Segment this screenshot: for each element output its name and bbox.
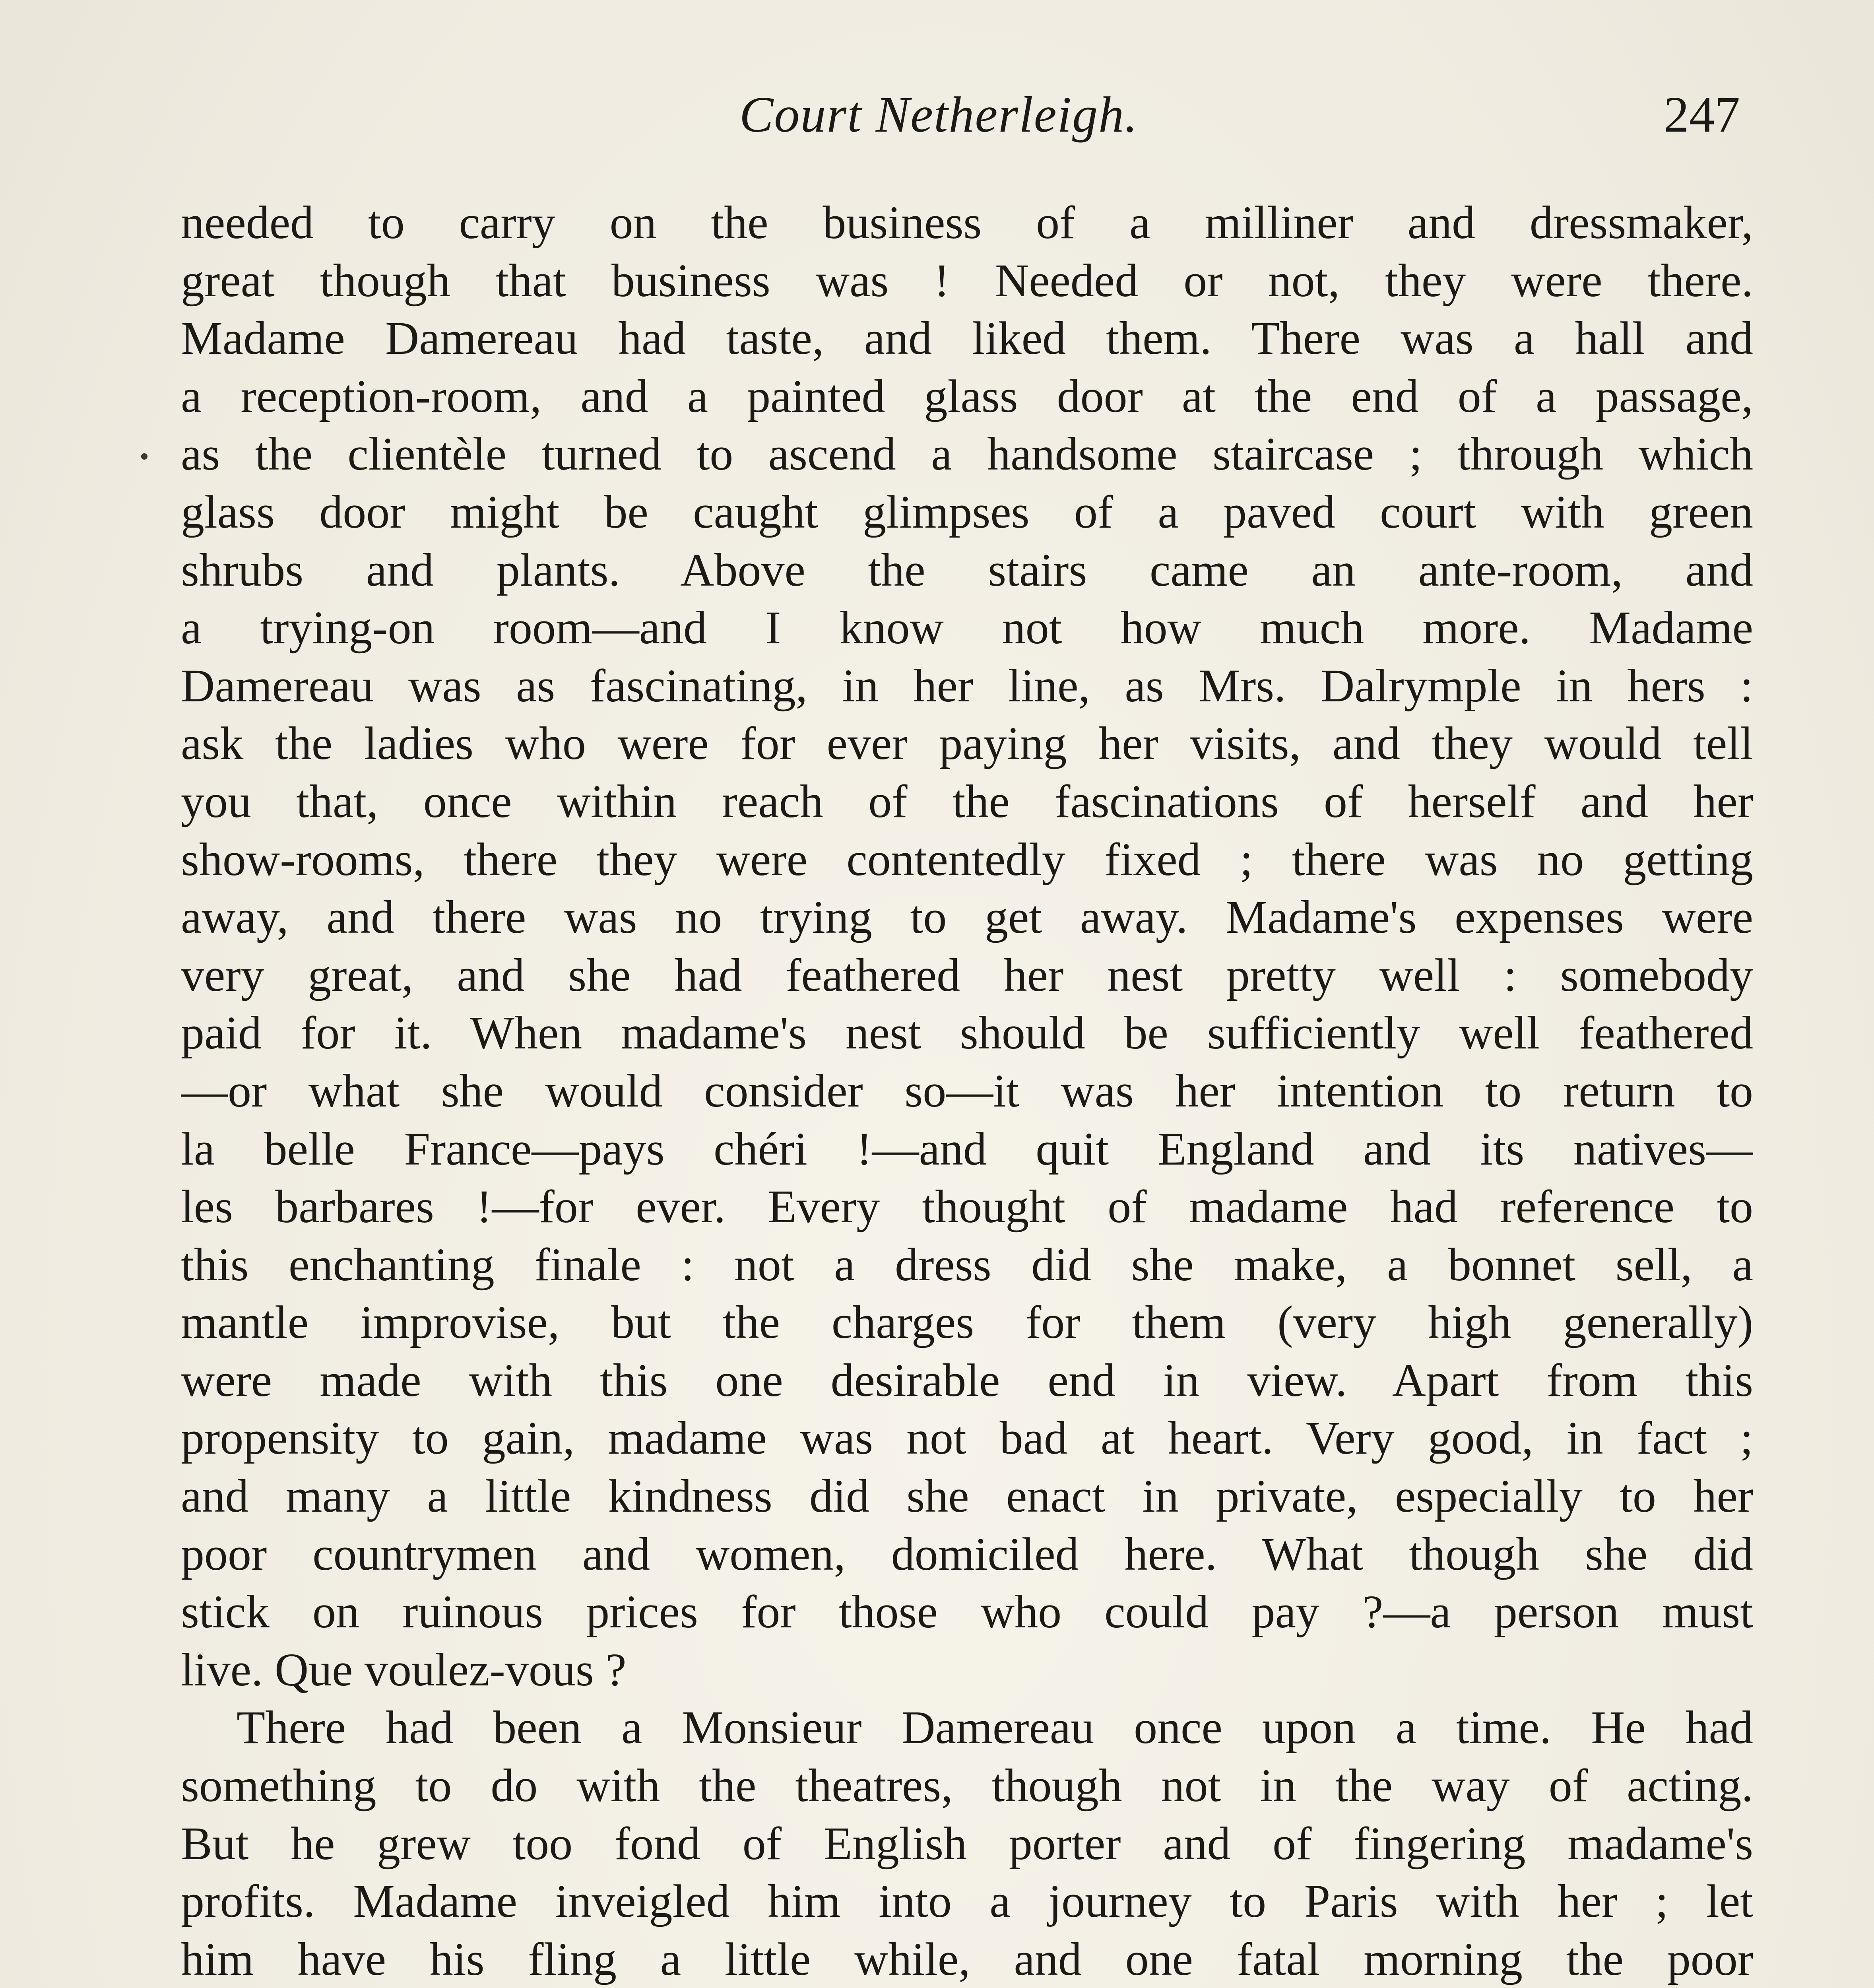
- text-line: paid for it. When madame's nest should be sufficiently well feathered: [181, 1007, 1753, 1059]
- text-line: you that, once within reach of the fascinations of herself and her: [181, 775, 1753, 827]
- text-line: a reception-room, and a painted glass door at the end of a passage,: [181, 370, 1753, 422]
- text-line: shrubs and plants. Above the stairs came an ante-room, and: [181, 544, 1753, 596]
- running-title: Court Netherleigh.: [739, 86, 1139, 143]
- text-line: this enchanting finale : not a dress did she make, a bonnet sell, a: [181, 1238, 1753, 1291]
- text-line: Madame Damereau had taste, and liked them. There was a hall and: [181, 312, 1753, 365]
- text-line: propensity to gain, madame was not bad at heart. Very good, in fact ;: [181, 1412, 1753, 1464]
- text-line: stick on ruinous prices for those who could pay ?—a person must: [181, 1586, 1753, 1638]
- text-line: needed to carry on the business of a milliner and dressmaker,: [181, 196, 1753, 248]
- text-line: mantle improvise, but the charges for them (very high generally): [181, 1296, 1753, 1349]
- text-line: as the clientèle turned to ascend a handsome staircase ; through which: [181, 428, 1753, 480]
- paragraph-end-line: live. Que voulez-vous ?: [181, 1643, 627, 1696]
- running-head: [0, 85, 1874, 145]
- text-line: glass door might be caught glimpses of a paved court with green: [181, 485, 1753, 538]
- paragraph-start-line: There had been a Monsieur Damereau once upon a time. He had: [237, 1701, 1753, 1754]
- text-line: la belle France—pays chéri !—and quit England and its natives—: [181, 1122, 1753, 1175]
- text-line: great though that business was ! Needed or not, they were there.: [181, 254, 1753, 307]
- text-line: —or what she would consider so—it was her intention to return to: [181, 1064, 1753, 1117]
- text-line: very great, and she had feathered her nest pretty well : somebody: [181, 949, 1753, 1001]
- text-line: ask the ladies who were for ever paying her visits, and they would tell: [181, 717, 1753, 770]
- text-line: him have his fling a little while, and one fatal morning the poor: [181, 1933, 1753, 1985]
- text-line: something to do with the theatres, though not in the way of acting.: [181, 1759, 1753, 1812]
- text-line: and many a little kindness did she enact in private, especially to her: [181, 1470, 1753, 1522]
- margin-dot: [141, 453, 147, 460]
- text-line: profits. Madame inveigled him into a journey to Paris with her ; let: [181, 1875, 1753, 1928]
- text-line: a trying-on room—and I know not how much more. Madame: [181, 602, 1753, 654]
- body-text: [181, 194, 1753, 1988]
- text-line: Damereau was as fascinating, in her line, as Mrs. Dalrymple in hers :: [181, 659, 1753, 712]
- text-line: But he grew too fond of English porter and of fingering madame's: [181, 1817, 1753, 1870]
- text-line: poor countrymen and women, domiciled here. What though she did: [181, 1528, 1753, 1580]
- page-number: 247: [1664, 86, 1740, 143]
- text-line: were made with this one desirable end in view. Apart from this: [181, 1354, 1753, 1406]
- text-line: away, and there was no trying to get away. Madame's expenses were: [181, 891, 1753, 944]
- text-line: les barbares !—for ever. Every thought of madame had reference to: [181, 1180, 1753, 1233]
- text-line: show-rooms, there they were contentedly fixed ; there was no getting: [181, 833, 1753, 885]
